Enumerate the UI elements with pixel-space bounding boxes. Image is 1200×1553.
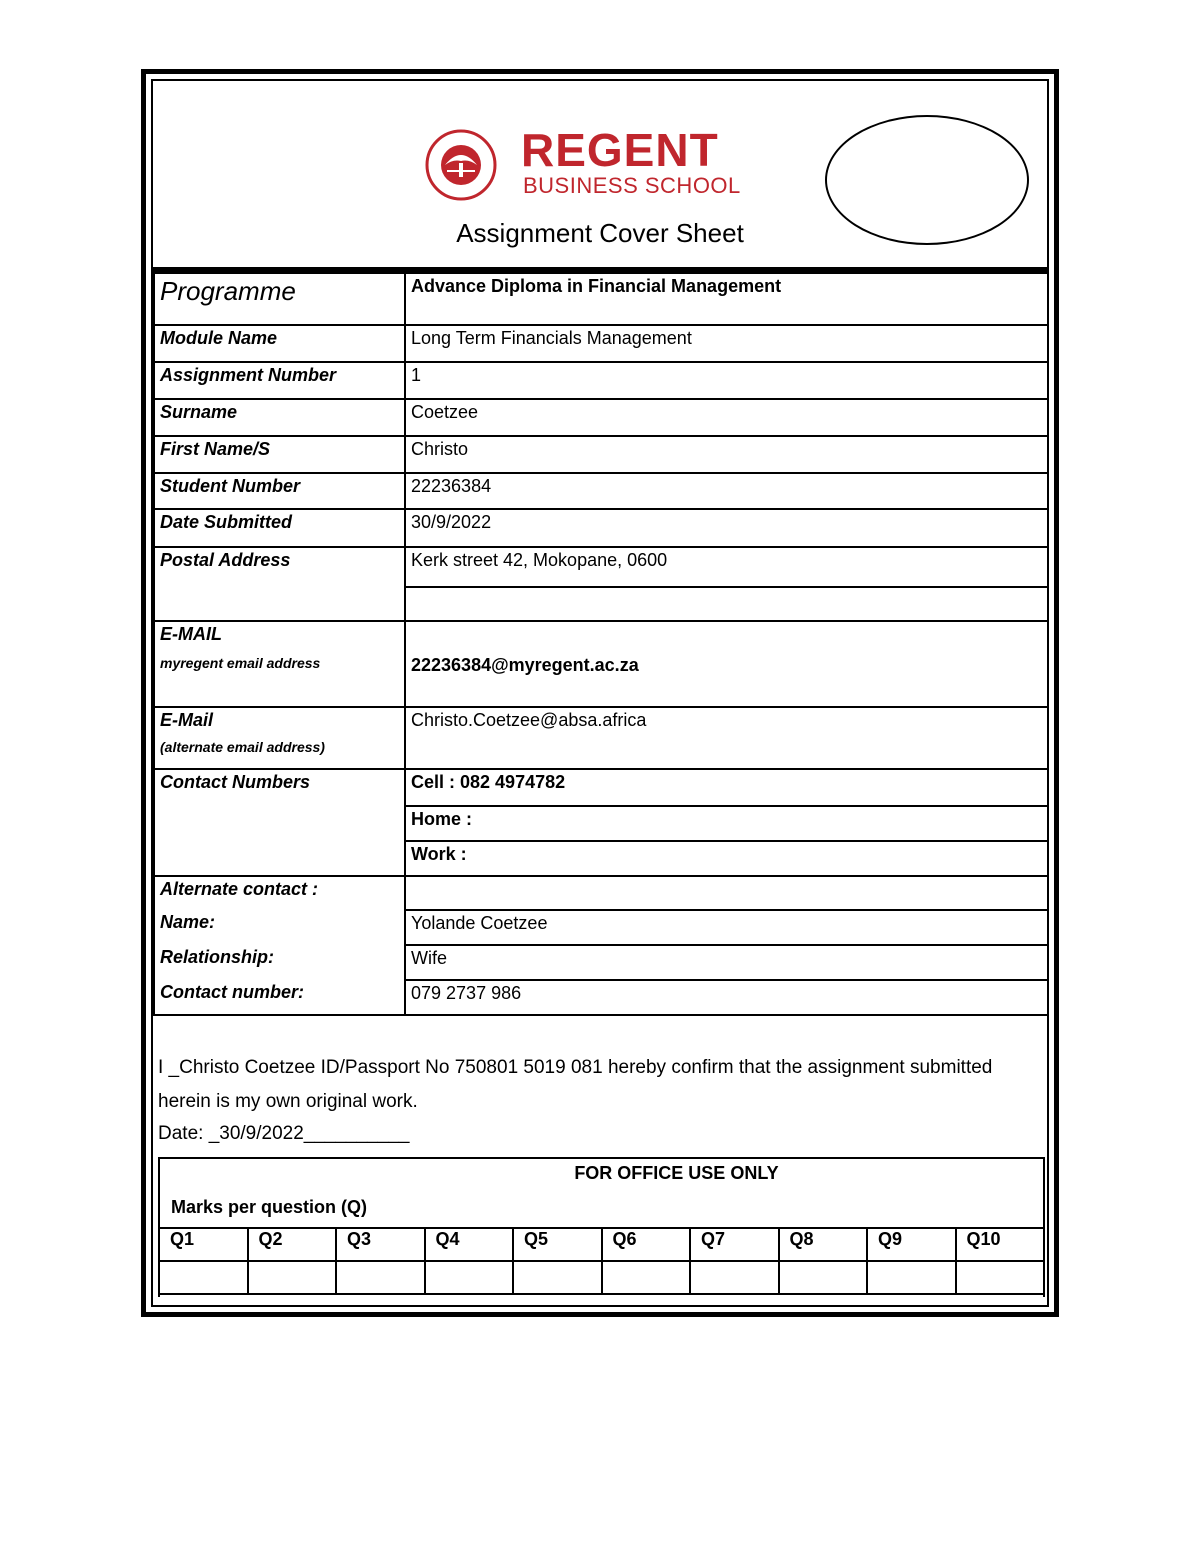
email-value: 22236384@myregent.ac.za	[405, 621, 1048, 707]
student-number-label: Student Number	[154, 473, 405, 509]
row-assignment	[154, 362, 1048, 399]
marks-table	[158, 1227, 1045, 1295]
module-value: Long Term Financials Management	[405, 325, 1048, 362]
declaration	[158, 1051, 1038, 1149]
postal-label: Postal Address	[154, 547, 405, 621]
email-label: E-MAIL	[160, 624, 222, 644]
office-title: FOR OFFICE USE ONLY	[574, 1163, 779, 1183]
mark-cell[interactable]	[513, 1261, 602, 1294]
regent-logo	[425, 124, 785, 201]
firstname-value: Christo	[405, 436, 1048, 473]
assignment-label: Assignment Number	[154, 362, 405, 399]
alt-name-value: Yolande Coetzee	[405, 910, 1048, 945]
postal-value: Kerk street 42, Mokopane, 0600	[405, 547, 1048, 587]
mark-cell[interactable]	[690, 1261, 779, 1294]
header	[153, 81, 1047, 272]
home-value: Home :	[405, 806, 1048, 841]
q-header: Q3	[336, 1228, 425, 1261]
module-label: Module Name	[154, 325, 405, 362]
alt-contact-value	[405, 876, 1048, 910]
alt-name-label: Name:	[154, 910, 405, 945]
relationship-value: Wife	[405, 945, 1048, 980]
programme-value: Advance Diploma in Financial Management	[405, 273, 1048, 325]
email-sublabel: myregent email address	[160, 655, 321, 671]
row-alt-email	[154, 707, 1048, 769]
page-title: Assignment Cover Sheet	[456, 218, 744, 248]
row-postal	[154, 547, 1048, 587]
mark-cell[interactable]	[779, 1261, 868, 1294]
q-header: Q1	[159, 1228, 248, 1261]
mark-cell[interactable]	[956, 1261, 1045, 1294]
postal-value-2	[405, 587, 1048, 621]
contact-number-value: 079 2737 986	[405, 980, 1048, 1015]
office-use-section	[158, 1157, 1045, 1297]
mark-cell[interactable]	[425, 1261, 514, 1294]
mark-cell[interactable]	[248, 1261, 337, 1294]
mark-cell[interactable]	[867, 1261, 956, 1294]
q-header: Q4	[425, 1228, 514, 1261]
contact-label: Contact Numbers	[154, 769, 405, 876]
declaration-line-2: herein is my own original work.	[158, 1091, 418, 1112]
surname-value: Coetzee	[405, 399, 1048, 436]
alt-contact-label: Alternate contact :	[154, 876, 405, 910]
row-surname	[154, 399, 1048, 436]
stamp-circle	[825, 115, 1029, 245]
q-header: Q9	[867, 1228, 956, 1261]
cover-sheet-frame	[141, 69, 1059, 1317]
surname-label: Surname	[154, 399, 405, 436]
q-header: Q5	[513, 1228, 602, 1261]
q-header: Q6	[602, 1228, 691, 1261]
row-module	[154, 325, 1048, 362]
logo-subtitle: BUSINESS SCHOOL	[523, 173, 741, 198]
mark-cell[interactable]	[602, 1261, 691, 1294]
declaration-line-1: I _Christo Coetzee ID/Passport No 750801 5019 081 hereby confirm that the assignment submitted	[158, 1057, 993, 1078]
row-relationship	[154, 945, 1048, 980]
date-submitted-value: 30/9/2022	[405, 509, 1048, 547]
alt-email-label: E-Mail	[160, 710, 214, 730]
row-email	[154, 621, 1048, 707]
work-value: Work :	[405, 841, 1048, 876]
row-date-submitted	[154, 509, 1048, 547]
cell-value: Cell : 082 4974782	[405, 769, 1048, 806]
firstname-label: First Name/S	[154, 436, 405, 473]
assignment-value: 1	[405, 362, 1048, 399]
contact-number-label: Contact number:	[154, 980, 405, 1015]
cover-sheet-inner	[151, 79, 1049, 1307]
mark-cell[interactable]	[336, 1261, 425, 1294]
alt-email-sublabel: (alternate email address)	[160, 739, 325, 755]
q-header: Q10	[956, 1228, 1045, 1261]
row-firstname	[154, 436, 1048, 473]
q-header: Q8	[779, 1228, 868, 1261]
relationship-label: Relationship:	[154, 945, 405, 980]
programme-label: Programme	[154, 273, 405, 325]
row-alt-contact	[154, 876, 1048, 910]
q-header: Q7	[690, 1228, 779, 1261]
alt-email-label-cell	[154, 707, 405, 769]
student-number-value: 22236384	[405, 473, 1048, 509]
marks-label: Marks per question (Q)	[171, 1197, 368, 1217]
regent-seal-icon	[425, 129, 497, 201]
marks-value-row	[159, 1261, 1044, 1294]
row-programme	[154, 273, 1048, 325]
declaration-date: Date: _30/9/2022__________	[158, 1123, 410, 1144]
row-student-number	[154, 473, 1048, 509]
row-alt-name	[154, 910, 1048, 945]
row-contact-number	[154, 980, 1048, 1015]
marks-header-row	[159, 1228, 1044, 1261]
alt-email-value: Christo.Coetzee@absa.africa	[405, 707, 1048, 769]
row-contact-cell	[154, 769, 1048, 806]
email-label-cell	[154, 621, 405, 707]
mark-cell[interactable]	[159, 1261, 248, 1294]
q-header: Q2	[248, 1228, 337, 1261]
student-info-table	[153, 272, 1049, 1016]
date-submitted-label: Date Submitted	[154, 509, 405, 547]
logo-brand: REGENT	[521, 124, 719, 176]
